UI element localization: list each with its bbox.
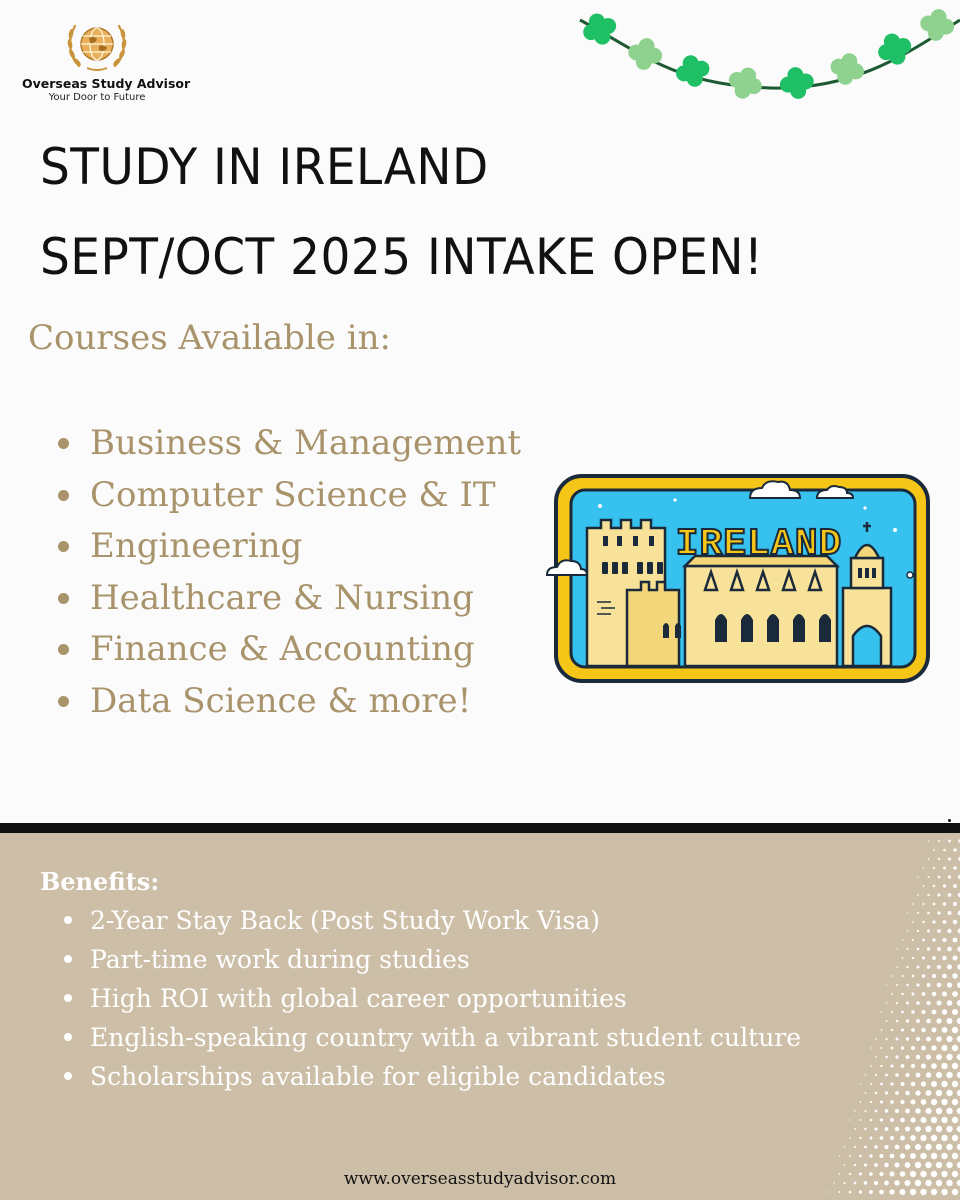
brand-tagline: Your Door to Future (48, 92, 146, 103)
headline-line-1: STUDY IN IRELAND (40, 138, 489, 196)
shamrock-icon (873, 28, 916, 70)
ireland-badge-illustration (545, 470, 937, 692)
course-item: Healthcare & Nursing (52, 573, 521, 625)
course-item: Finance & Accounting (52, 624, 521, 676)
halftone-dots-decoration (810, 833, 960, 1200)
benefit-item: English-speaking country with a vibrant student culture (62, 1018, 802, 1057)
benefit-item: Part-time work during studies (62, 940, 802, 979)
globe-laurel-icon (65, 18, 129, 72)
benefits-heading: Benefits: (40, 867, 160, 896)
course-item: Engineering (52, 521, 521, 573)
courses-heading: Courses Available in: (28, 318, 391, 358)
course-item: Business & Management (52, 418, 521, 470)
section-divider (0, 823, 960, 833)
headline-line-2: SEPT/OCT 2025 INTAKE OPEN! (40, 228, 764, 286)
course-list (52, 418, 521, 728)
divider-dot (948, 819, 951, 822)
shamrock-icon (777, 64, 816, 101)
benefit-item: High ROI with global career opportunities (62, 979, 802, 1018)
shamrock-garland (575, 0, 960, 115)
shamrock-icon (918, 6, 957, 43)
benefits-section (0, 833, 960, 1200)
benefit-list (62, 901, 802, 1096)
website-url: www.overseasstudyadvisor.com (343, 1169, 617, 1189)
shamrock-icon (626, 35, 665, 72)
benefit-item: Scholarships available for eligible candidates (62, 1057, 802, 1096)
course-item: Data Science & more! (52, 676, 521, 728)
shamrock-icon (724, 62, 767, 104)
shamrock-icon (578, 8, 621, 50)
benefit-item: 2-Year Stay Back (Post Study Work Visa) (62, 901, 802, 940)
course-item: Computer Science & IT (52, 470, 521, 522)
badge-label: IRELAND (675, 523, 843, 566)
brand-logo (22, 18, 191, 103)
brand-name: Overseas Study Advisor (22, 76, 191, 91)
shamrock-icon (672, 51, 713, 91)
